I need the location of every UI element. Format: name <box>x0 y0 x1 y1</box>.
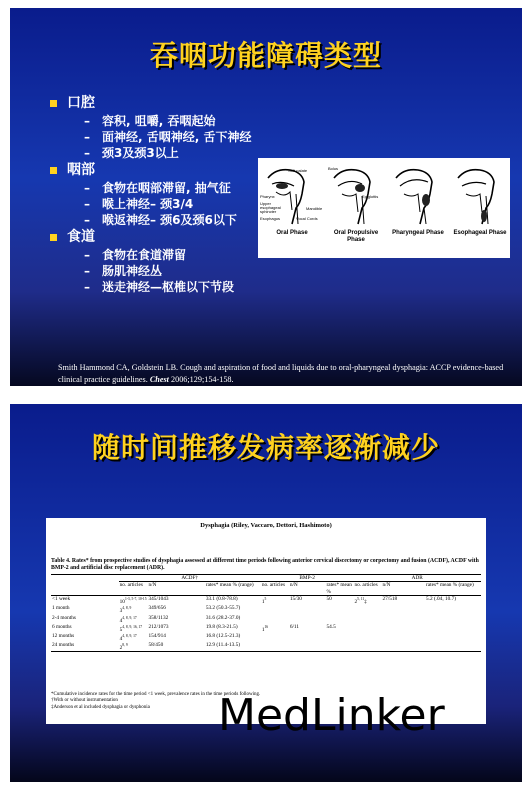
cell-value: 6/11 <box>289 623 300 630</box>
table-cell <box>205 615 261 624</box>
cell-value: 58/450 <box>148 642 164 649</box>
cell-value: 31.6 (28.2-37.0) <box>205 614 241 621</box>
table-cell <box>353 605 381 614</box>
table-cell <box>119 605 148 614</box>
table-cell <box>205 633 261 642</box>
cell-value: 2 <box>354 598 358 605</box>
table-cell <box>425 605 481 614</box>
reference-superscript: 8, 9 <box>122 643 128 648</box>
sub-item: – 肠肌神经丛 <box>84 264 163 278</box>
table-cell <box>325 605 353 614</box>
cell-value: 19.8 (8.3-21.5) <box>205 623 238 630</box>
footnote: *Cumulative incidence rates for the time period <1 week, prevalence rates in the time periods following. <box>51 692 261 697</box>
column-header: no. articles <box>119 582 148 596</box>
sub-item: – 喉返神经– 颈6及颈6以下 <box>84 213 237 227</box>
table-cell <box>148 596 205 606</box>
table-cell <box>353 633 381 642</box>
phase-label-oral-propulsive: Oral Propulsive Phase <box>333 230 379 243</box>
footnote-mark: ‡ <box>364 598 367 605</box>
citation-journal: Chest <box>149 375 169 384</box>
column-header: n/N <box>289 582 326 596</box>
outline-item-esophagus <box>50 228 280 247</box>
table-cell <box>261 624 289 633</box>
cell-value: 24 months <box>52 642 75 649</box>
group-header: BMP-2 <box>261 575 354 582</box>
anatomy-label: Upper esophageal sphincter <box>260 201 281 214</box>
sub-item-text: 食物在食道滞留 <box>102 248 187 262</box>
cell-value: 12.9 (11.4-13.5) <box>205 642 241 649</box>
table-cell <box>289 624 326 633</box>
sub-item-text: 喉返神经– 颈6及颈6以下 <box>102 213 237 227</box>
table-cell <box>148 615 205 624</box>
phase-label-pharyngeal: Pharyngeal Phase <box>392 230 444 236</box>
slide-dysphagia-types <box>10 8 522 386</box>
cell-value: <1 week <box>52 596 71 603</box>
table-row <box>51 596 481 606</box>
table-row <box>51 633 481 642</box>
table-cell <box>205 605 261 614</box>
column-header: rates* mean % <box>326 582 352 595</box>
swallow-phases-figure <box>258 158 510 258</box>
column-header: rates* mean % (range) <box>205 582 261 596</box>
group-header: ADR <box>353 575 481 582</box>
table-cell <box>381 615 425 624</box>
sub-item: – 喉上神经– 颈3/4 <box>84 197 194 211</box>
cell-value: 3 <box>119 608 123 615</box>
anatomy-label: Pharynx <box>260 194 275 199</box>
anatomy-label: Bolus <box>328 166 339 171</box>
cell-value: 16.8 (12.5-21.3) <box>205 632 241 639</box>
anatomy-label: Soft palate <box>288 168 308 173</box>
table-row <box>51 642 481 652</box>
sub-item: – 食物在食道滞留 <box>84 248 187 262</box>
table-cell <box>381 605 425 614</box>
cell-value: 1 month <box>52 605 70 612</box>
anatomy-label: Esophagus <box>260 216 281 221</box>
reference-superscript: 4, 8, 9, 17 <box>122 633 137 638</box>
column-header: n/N <box>148 582 205 596</box>
reference-superscript: 16 <box>264 624 269 629</box>
footnote: †With or without instrumentation <box>51 698 118 704</box>
table-cell <box>425 596 481 606</box>
cell-value: 212/1073 <box>148 623 169 630</box>
table-cell <box>325 642 353 652</box>
table-cell <box>51 642 119 652</box>
table-cell <box>353 642 381 652</box>
reference-superscript: 5, 11 <box>357 597 365 602</box>
medlinker-watermark: MedLinker <box>218 690 445 741</box>
card-title: Dysphagia (Riley, Vaccaro, Dettori, Hashimoto) <box>200 522 332 529</box>
table-cell <box>425 615 481 624</box>
table-caption: Table 4. Rates* from prospective studies of dysphagia assessed at different time periods following anterior cervical discectomy or corpectomy and fusion (ACDF), ACDF with BMP-2 and artificial disc replacement (ADR). <box>51 558 479 571</box>
cell-value: 358/1132 <box>148 614 169 621</box>
table-cell <box>51 605 119 614</box>
table-cell <box>325 596 353 606</box>
group-header: ACDF† <box>119 575 261 582</box>
square-bullet-icon <box>50 234 57 241</box>
table-cell <box>51 633 119 642</box>
anatomy-label: Epiglottis <box>362 194 379 199</box>
cell-value: 53.2 (50.3-55.7) <box>205 605 241 612</box>
slide-title: 随时间推移发病率逐渐减少 <box>91 431 440 464</box>
sub-item-text: 肠肌神经丛 <box>102 264 163 278</box>
sub-item-text: 面神经, 舌咽神经, 舌下神经 <box>102 130 252 144</box>
table-cell <box>425 624 481 633</box>
reference-superscript: 4, 8, 9 <box>122 606 132 611</box>
column-header: n/N <box>381 582 425 596</box>
outline-label: 口腔 <box>67 95 95 111</box>
outline-item-oral <box>50 94 280 113</box>
cell-value: 33.1 (0.8-78.8) <box>205 596 238 603</box>
table-cell <box>261 615 289 624</box>
table-cell <box>381 633 425 642</box>
phase-label-oral: Oral Phase <box>276 230 308 236</box>
table-cell <box>325 624 353 633</box>
cell-value: 349/656 <box>148 605 166 612</box>
table-cell <box>353 615 381 624</box>
cell-value: 4 <box>119 635 123 642</box>
table-cell <box>119 642 148 652</box>
rates-table <box>51 574 481 652</box>
anatomy-label: Vocal Cords <box>296 216 318 221</box>
table-cell <box>148 605 205 614</box>
table-row <box>51 605 481 614</box>
table-cell <box>325 615 353 624</box>
table-cell <box>119 633 148 642</box>
table-cell <box>261 642 289 652</box>
sub-item: – 容积, 咀嚼, 吞咽起始 <box>84 114 216 128</box>
table-cell <box>261 633 289 642</box>
cell-value: 154/914 <box>148 632 166 639</box>
reference-superscript: 4, 8, 9, 17 <box>122 615 137 620</box>
table-cell <box>381 642 425 652</box>
table-cell <box>353 596 381 606</box>
sub-item-text: 食物在咽部滞留, 抽气征 <box>102 181 231 195</box>
cell-value: 12 months <box>52 632 75 639</box>
table-cell <box>119 624 148 633</box>
sub-item: – 面神经, 舌咽神经, 舌下神经 <box>84 130 252 144</box>
table-cell <box>205 624 261 633</box>
reference-superscript: 1-3, 5-7, 10-15 <box>124 597 147 602</box>
outline <box>50 94 280 295</box>
phase-label-esophageal: Esophageal Phase <box>453 230 507 236</box>
sub-item-text: 迷走神经—枢椎以下节段 <box>102 280 235 294</box>
sub-item-text: 容积, 咀嚼, 吞咽起始 <box>102 114 216 128</box>
table-cell <box>261 605 289 614</box>
table-cell <box>289 642 326 652</box>
column-header: no. articles <box>353 582 381 596</box>
cell-value: 27/518 <box>382 596 398 603</box>
cell-value: 10 <box>119 598 125 605</box>
table-cell <box>119 596 148 606</box>
table-cell <box>289 615 326 624</box>
table-cell <box>425 633 481 642</box>
cell-value: 54.5 <box>326 623 336 630</box>
table-cell <box>381 624 425 633</box>
anatomy-label: Mandible <box>306 206 323 211</box>
cell-value: 1 <box>261 598 265 605</box>
table-body <box>51 596 481 652</box>
table-cell <box>148 633 205 642</box>
table-cell <box>51 596 119 606</box>
cell-value: 5.2 (.04, 10.7) <box>426 596 457 603</box>
outline-label: 食道 <box>67 229 95 245</box>
sub-item: – 食物在咽部滞留, 抽气征 <box>84 181 231 195</box>
cell-value: 50 <box>326 596 332 603</box>
table-cell <box>148 624 205 633</box>
table-cell <box>205 596 261 606</box>
table-cell <box>325 633 353 642</box>
slide-title: 吞咽功能障碍类型 <box>149 39 382 72</box>
cell-value: 15/30 <box>289 596 302 603</box>
cell-value: 2 <box>119 644 123 651</box>
table-row <box>51 624 481 633</box>
sub-item: – 颈3及颈3以上 <box>84 146 179 160</box>
table-cell <box>205 642 261 652</box>
table-cell <box>261 596 289 606</box>
table-cell <box>148 642 205 652</box>
table-row <box>51 615 481 624</box>
cell-value: 2-4 months <box>52 614 76 621</box>
cell-value: 6 months <box>52 623 72 630</box>
reference-superscript: 4, 8, 9, 16, 17 <box>122 624 143 629</box>
slide-incidence-over-time <box>10 404 522 782</box>
cell-value: 1 <box>261 626 265 633</box>
table-cell <box>289 633 326 642</box>
table-cell <box>119 615 148 624</box>
cell-value: 4 <box>119 617 123 624</box>
table-cell <box>425 642 481 652</box>
outline-label: 咽部 <box>67 162 95 178</box>
outline-item-pharynx <box>50 161 280 180</box>
table-cell <box>381 596 425 606</box>
citation <box>58 362 518 386</box>
table-cell <box>289 605 326 614</box>
square-bullet-icon <box>50 100 57 107</box>
citation-ref: 2006;129;154-158. <box>171 375 234 384</box>
column-header: rates* mean % (range) <box>425 582 481 596</box>
cell-value: 5 <box>119 626 123 633</box>
reference-superscript: 5 <box>264 597 267 602</box>
esophageal-phase-diagram-icon <box>450 164 508 226</box>
footnote: ‡Anderson et al included dysphagia or dysphonia <box>51 704 150 710</box>
cell-value: 345/1043 <box>148 596 169 603</box>
square-bullet-icon <box>50 167 57 174</box>
table-cell <box>51 615 119 624</box>
sub-item-text: 颈3及颈3以上 <box>102 146 179 160</box>
table-cell <box>353 624 381 633</box>
sub-item-text: 喉上神经– 颈3/4 <box>102 197 194 211</box>
table-cell <box>51 624 119 633</box>
citation-text: Smith Hammond CA, Goldstein LB. Cough and aspiration of food and liquids due to oral-pharyngeal dysphagia: ACCP evidence-based clinical practice guidelines. <box>58 363 504 384</box>
table-cell <box>289 596 326 606</box>
pharyngeal-phase-diagram-icon <box>388 164 446 226</box>
sub-item: – 迷走神经—枢椎以下节段 <box>84 280 235 294</box>
column-header: no. articles <box>261 582 289 596</box>
